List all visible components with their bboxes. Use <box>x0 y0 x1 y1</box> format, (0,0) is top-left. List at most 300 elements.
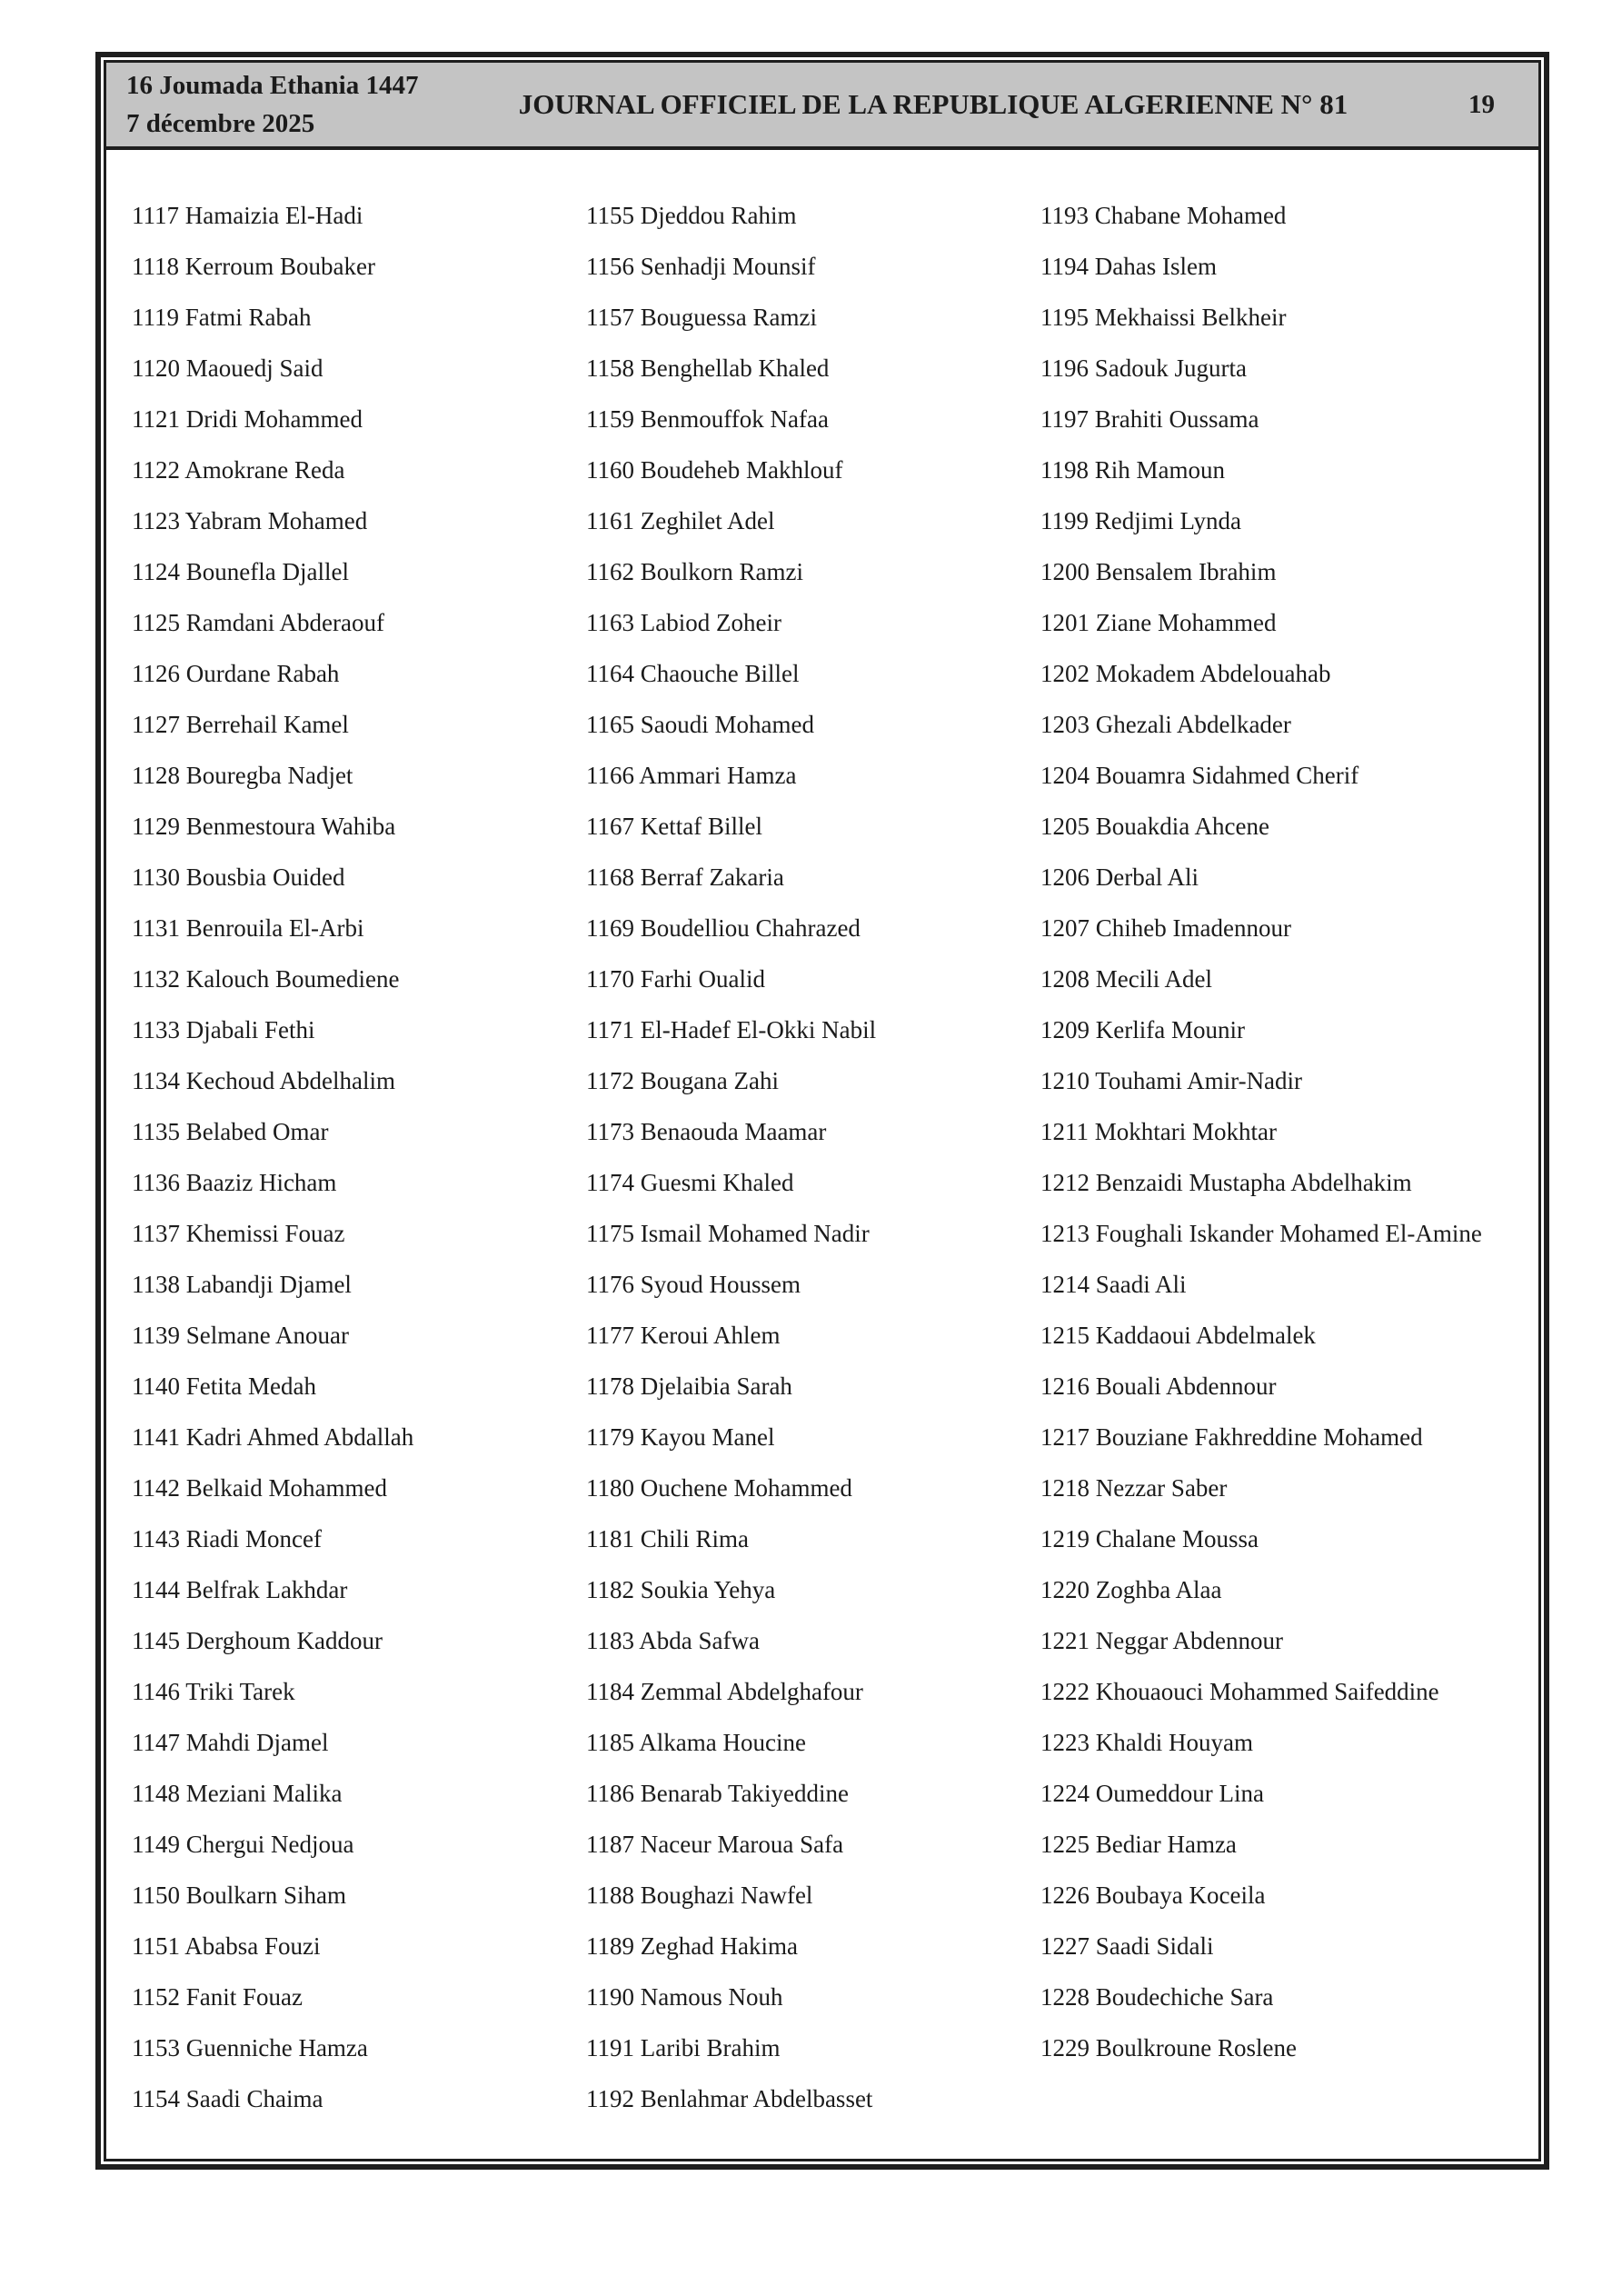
entry-name: Bougana Zahi <box>640 1067 779 1094</box>
entry-name: Ghezali Abdelkader <box>1095 711 1291 738</box>
list-entry <box>1040 354 1506 382</box>
list-entry <box>1040 1423 1506 1451</box>
entry-name: Baaziz Hicham <box>185 1169 337 1196</box>
entry-number: 1144 <box>132 1576 180 1603</box>
list-entry <box>132 1882 586 1909</box>
entry-name: Dahas Islem <box>1094 253 1217 280</box>
entry-name: Alkama Houcine <box>639 1729 806 1756</box>
list-entry <box>1040 456 1506 484</box>
entry-number: 1157 <box>586 304 634 331</box>
entry-name: Keroui Ahlem <box>640 1322 781 1349</box>
entry-number: 1133 <box>132 1016 180 1043</box>
entry-name: Benarab Takiyeddine <box>640 1780 850 1807</box>
entry-number: 1222 <box>1040 1678 1090 1705</box>
page-header <box>106 63 1538 150</box>
entry-number: 1195 <box>1040 304 1089 331</box>
entry-name: Triki Tarek <box>185 1678 295 1705</box>
entry-number: 1199 <box>1040 507 1089 534</box>
entry-number: 1210 <box>1040 1067 1090 1094</box>
entry-name: Bounefla Djallel <box>185 558 349 585</box>
entry-name: Mekhaissi Belkheir <box>1094 304 1287 331</box>
entry-number: 1158 <box>586 354 634 382</box>
entry-number: 1125 <box>132 609 180 636</box>
list-entry <box>586 1627 1040 1654</box>
list-entry <box>1040 1373 1506 1400</box>
entry-number: 1188 <box>586 1882 634 1909</box>
list-entry <box>586 558 1040 585</box>
list-entry <box>132 1474 586 1502</box>
entry-name: Derbal Ali <box>1095 863 1199 891</box>
list-entry <box>586 1831 1040 1858</box>
entry-name: Khemissi Fouaz <box>185 1220 345 1247</box>
entry-number: 1224 <box>1040 1780 1090 1807</box>
entry-number: 1226 <box>1040 1882 1090 1909</box>
list-entry <box>132 1729 586 1756</box>
entry-name: Namous Nouh <box>640 1983 783 2011</box>
entry-name: Mokhtari Mokhtar <box>1094 1118 1277 1145</box>
header-dates <box>126 66 435 143</box>
entry-name: Maouedj Said <box>185 354 323 382</box>
list-entry <box>586 762 1040 789</box>
list-entry <box>586 1983 1040 2011</box>
entry-name: Bensalem Ibrahim <box>1095 558 1277 585</box>
entry-name: Mecili Adel <box>1095 965 1212 993</box>
list-entry <box>586 965 1040 993</box>
list-entry <box>132 1067 586 1094</box>
list-entry <box>1040 1118 1506 1145</box>
entry-number: 1128 <box>132 762 180 789</box>
entry-number: 1135 <box>132 1118 180 1145</box>
entry-name: Ramdani Abderaouf <box>185 609 384 636</box>
list-entry <box>1040 507 1506 534</box>
entry-name: Belfrak Lakhdar <box>185 1576 348 1603</box>
entry-name: Fanit Fouaz <box>185 1983 303 2011</box>
entry-number: 1162 <box>586 558 634 585</box>
list-entry <box>1040 1169 1506 1196</box>
entry-number: 1120 <box>132 354 180 382</box>
entry-number: 1155 <box>586 202 634 229</box>
entry-name: Boulkorn Ramzi <box>640 558 803 585</box>
list-entry <box>586 660 1040 687</box>
entry-number: 1136 <box>132 1169 180 1196</box>
entry-name: Ismail Mohamed Nadir <box>640 1220 870 1247</box>
list-entry <box>586 1780 1040 1807</box>
entry-name: Kalouch Boumediene <box>185 965 400 993</box>
list-entry <box>1040 1882 1506 1909</box>
entry-name: Ouchene Mohammed <box>640 1474 852 1502</box>
entry-number: 1119 <box>132 304 179 331</box>
list-entry <box>1040 609 1506 636</box>
list-entry <box>586 354 1040 382</box>
entry-name: Bouregba Nadjet <box>185 762 353 789</box>
entry-number: 1213 <box>1040 1220 1090 1247</box>
entry-name: Kayou Manel <box>640 1423 775 1451</box>
list-entry <box>132 965 586 993</box>
entry-number: 1156 <box>586 253 634 280</box>
journal-title: JOURNAL OFFICIEL DE LA REPUBLIQUE ALGERIENNE N° 81 <box>518 88 1348 120</box>
entry-number: 1215 <box>1040 1322 1090 1349</box>
entry-name: Kechoud Abdelhalim <box>185 1067 395 1094</box>
entry-number: 1214 <box>1040 1271 1090 1298</box>
entry-name: Senhadji Mounsif <box>640 253 816 280</box>
list-entry <box>132 863 586 891</box>
entry-number: 1141 <box>132 1423 180 1451</box>
entry-number: 1127 <box>132 711 180 738</box>
entry-number: 1171 <box>586 1016 634 1043</box>
list-entry <box>586 304 1040 331</box>
entry-number: 1148 <box>132 1780 180 1807</box>
entry-name: Guenniche Hamza <box>185 2034 368 2061</box>
entry-name: Djelaibia Sarah <box>640 1373 792 1400</box>
entry-number: 1165 <box>586 711 634 738</box>
entry-number: 1193 <box>1040 202 1089 229</box>
entry-name: Meziani Malika <box>185 1780 343 1807</box>
list-entry <box>1040 1983 1506 2011</box>
entry-name: Selmane Anouar <box>185 1322 349 1349</box>
entry-number: 1204 <box>1040 762 1090 789</box>
entry-name: Bouziane Fakhreddine Mohamed <box>1095 1423 1423 1451</box>
list-entry <box>586 507 1040 534</box>
entry-name: Chalane Moussa <box>1095 1525 1259 1552</box>
entry-number: 1209 <box>1040 1016 1090 1043</box>
entry-number: 1139 <box>132 1322 180 1349</box>
entry-number: 1178 <box>586 1373 634 1400</box>
entry-name: Zeghad Hakima <box>640 1932 798 1960</box>
list-entry <box>1040 711 1506 738</box>
entry-name: Boudelliou Chahrazed <box>640 914 861 942</box>
entry-name: Labandji Djamel <box>185 1271 352 1298</box>
list-entry <box>1040 813 1506 840</box>
page-frame <box>95 52 1549 2170</box>
entry-number: 1225 <box>1040 1831 1090 1858</box>
entry-number: 1183 <box>586 1627 634 1654</box>
entry-name: Boulkarn Siham <box>185 1882 346 1909</box>
list-entry <box>132 456 586 484</box>
entry-name: Kaddaoui Abdelmalek <box>1095 1322 1316 1349</box>
entry-number: 1153 <box>132 2034 180 2061</box>
entry-name: Naceur Maroua Safa <box>640 1831 844 1858</box>
list-entry <box>586 1474 1040 1502</box>
entry-number: 1180 <box>586 1474 634 1502</box>
list-entry <box>1040 2034 1506 2061</box>
entry-name: Mokadem Abdelouahab <box>1095 660 1331 687</box>
list-entry <box>586 1525 1040 1552</box>
list-entry <box>132 354 586 382</box>
list-entry <box>586 2085 1040 2112</box>
list-entry <box>132 1373 586 1400</box>
entry-name: Kerlifa Mounir <box>1095 1016 1245 1043</box>
list-entry <box>586 2034 1040 2061</box>
list-entry <box>586 1678 1040 1705</box>
list-entry <box>132 1678 586 1705</box>
entry-number: 1132 <box>132 965 180 993</box>
entry-name: Oumeddour Lina <box>1095 1780 1264 1807</box>
list-entry <box>1040 1322 1506 1349</box>
list-entry <box>586 863 1040 891</box>
entry-number: 1182 <box>586 1576 634 1603</box>
entry-number: 1126 <box>132 660 180 687</box>
entry-name: Dridi Mohammed <box>185 405 363 433</box>
entry-name: Syoud Houssem <box>640 1271 801 1298</box>
list-entry <box>586 1169 1040 1196</box>
entry-name: Ourdane Rabah <box>185 660 340 687</box>
entry-number: 1170 <box>586 965 634 993</box>
entry-name: Khaldi Houyam <box>1095 1729 1253 1756</box>
entry-number: 1229 <box>1040 2034 1090 2061</box>
list-entry <box>586 202 1040 229</box>
entry-number: 1140 <box>132 1373 180 1400</box>
list-entry <box>132 1220 586 1247</box>
entry-name: Saadi Chaima <box>185 2085 323 2112</box>
list-entry <box>586 456 1040 484</box>
list-entry <box>132 1576 586 1603</box>
date-gregorian: 7 décembre 2025 <box>126 109 315 138</box>
entry-name: Redjimi Lynda <box>1094 507 1241 534</box>
entry-name: Saadi Ali <box>1095 1271 1187 1298</box>
entry-number: 1189 <box>586 1932 634 1960</box>
entry-name: Djabali Fethi <box>185 1016 315 1043</box>
entry-number: 1168 <box>586 863 634 891</box>
date-hijri: 16 Joumada Ethania 1447 <box>126 71 419 100</box>
page-frame-inner <box>104 60 1541 2161</box>
list-entry <box>1040 914 1506 942</box>
entry-number: 1137 <box>132 1220 180 1247</box>
entry-name: Saadi Sidali <box>1095 1932 1214 1960</box>
entry-name: Benaouda Maamar <box>640 1118 827 1145</box>
entry-number: 1130 <box>132 863 180 891</box>
entry-number: 1218 <box>1040 1474 1090 1502</box>
entry-number: 1228 <box>1040 1983 1090 2011</box>
list-entry <box>586 711 1040 738</box>
entry-number: 1186 <box>586 1780 634 1807</box>
list-entry <box>132 2034 586 2061</box>
list-entry <box>132 1932 586 1960</box>
entry-number: 1131 <box>132 914 180 942</box>
entry-name: Guesmi Khaled <box>640 1169 794 1196</box>
entry-name: Kerroum Boubaker <box>184 253 375 280</box>
list-entry <box>132 1780 586 1807</box>
name-list <box>106 150 1538 2159</box>
list-entry <box>132 304 586 331</box>
list-entry <box>1040 965 1506 993</box>
list-entry <box>132 762 586 789</box>
list-entry <box>586 1271 1040 1298</box>
entry-name: Zeghilet Adel <box>640 507 775 534</box>
entry-number: 1149 <box>132 1831 180 1858</box>
entry-name: Berrehail Kamel <box>185 711 349 738</box>
entry-number: 1181 <box>586 1525 634 1552</box>
entry-number: 1192 <box>586 2085 634 2112</box>
entry-name: Boudeheb Makhlouf <box>640 456 843 484</box>
entry-number: 1202 <box>1040 660 1090 687</box>
list-entry <box>132 1271 586 1298</box>
entry-name: Zemmal Abdelghafour <box>640 1678 863 1705</box>
entry-number: 1208 <box>1040 965 1090 993</box>
list-entry <box>1040 1271 1506 1298</box>
entry-name: Djeddou Rahim <box>640 202 797 229</box>
list-entry <box>1040 1831 1506 1858</box>
entry-number: 1207 <box>1040 914 1090 942</box>
entry-number: 1205 <box>1040 813 1090 840</box>
entry-name: Brahiti Oussama <box>1094 405 1259 433</box>
entry-name: Soukia Yehya <box>640 1576 776 1603</box>
entry-name: Mahdi Djamel <box>185 1729 329 1756</box>
entry-number: 1176 <box>586 1271 634 1298</box>
list-entry <box>1040 1067 1506 1094</box>
entry-name: Sadouk Jugurta <box>1094 354 1247 382</box>
entry-name: Saoudi Mohamed <box>640 711 814 738</box>
entry-number: 1185 <box>586 1729 634 1756</box>
entry-name: Touhami Amir-Nadir <box>1095 1067 1303 1094</box>
list-entry <box>586 1220 1040 1247</box>
entry-number: 1122 <box>132 456 180 484</box>
entry-number: 1154 <box>132 2085 180 2112</box>
list-entry <box>586 405 1040 433</box>
entry-number: 1134 <box>132 1067 180 1094</box>
entry-number: 1203 <box>1040 711 1090 738</box>
entry-number: 1197 <box>1040 405 1089 433</box>
entry-name: Bouamra Sidahmed Cherif <box>1095 762 1359 789</box>
list-entry <box>586 253 1040 280</box>
name-column-1 <box>132 202 586 2159</box>
entry-number: 1164 <box>586 660 634 687</box>
list-entry <box>132 202 586 229</box>
entry-name: Khouaouci Mohammed Saifeddine <box>1095 1678 1439 1705</box>
entry-name: Yabram Mohamed <box>184 507 368 534</box>
list-entry <box>586 1576 1040 1603</box>
entry-number: 1147 <box>132 1729 180 1756</box>
entry-name: Farhi Oualid <box>640 965 765 993</box>
list-entry <box>1040 1525 1506 1552</box>
entry-name: Boughazi Nawfel <box>640 1882 813 1909</box>
entry-number: 1177 <box>586 1322 634 1349</box>
entry-number: 1191 <box>586 2034 634 2061</box>
entry-name: Labiod Zoheir <box>640 609 781 636</box>
list-entry <box>1040 1932 1506 1960</box>
entry-number: 1211 <box>1040 1118 1089 1145</box>
entry-number: 1198 <box>1040 456 1089 484</box>
entry-number: 1117 <box>132 202 179 229</box>
entry-number: 1160 <box>586 456 634 484</box>
list-entry <box>1040 863 1506 891</box>
list-entry <box>1040 1474 1506 1502</box>
entry-number: 1187 <box>586 1831 634 1858</box>
list-entry <box>586 1067 1040 1094</box>
list-entry <box>1040 1627 1506 1654</box>
entry-number: 1124 <box>132 558 180 585</box>
list-entry <box>132 2085 586 2112</box>
list-entry <box>1040 558 1506 585</box>
entry-number: 1143 <box>132 1525 180 1552</box>
entry-name: Belkaid Mohammed <box>185 1474 387 1502</box>
list-entry <box>132 1525 586 1552</box>
entry-number: 1118 <box>132 253 179 280</box>
list-entry <box>1040 762 1506 789</box>
list-entry <box>132 1983 586 2011</box>
entry-number: 1217 <box>1040 1423 1090 1451</box>
entry-name: Ammari Hamza <box>639 762 797 789</box>
entry-name: Kadri Ahmed Abdallah <box>185 1423 414 1451</box>
list-entry <box>1040 1678 1506 1705</box>
entry-name: Kettaf Billel <box>640 813 762 840</box>
entry-number: 1161 <box>586 507 634 534</box>
entry-number: 1152 <box>132 1983 180 2011</box>
list-entry <box>132 1118 586 1145</box>
list-entry <box>132 1423 586 1451</box>
list-entry <box>132 1169 586 1196</box>
entry-number: 1194 <box>1040 253 1089 280</box>
entry-name: Berraf Zakaria <box>640 863 784 891</box>
entry-number: 1223 <box>1040 1729 1090 1756</box>
entry-number: 1145 <box>132 1627 180 1654</box>
entry-number: 1121 <box>132 405 180 433</box>
entry-name: Benzaidi Mustapha Abdelhakim <box>1095 1169 1412 1196</box>
list-entry <box>1040 1576 1506 1603</box>
list-entry <box>132 1322 586 1349</box>
entry-name: Bediar Hamza <box>1095 1831 1237 1858</box>
entry-number: 1151 <box>132 1932 180 1960</box>
list-entry <box>132 660 586 687</box>
entry-name: Neggar Abdennour <box>1095 1627 1283 1654</box>
entry-name: Boudechiche Sara <box>1095 1983 1274 2011</box>
entry-number: 1190 <box>586 1983 634 2011</box>
entry-number: 1169 <box>586 914 634 942</box>
entry-number: 1166 <box>586 762 634 789</box>
list-entry <box>1040 405 1506 433</box>
entry-number: 1196 <box>1040 354 1089 382</box>
entry-number: 1150 <box>132 1882 180 1909</box>
entry-number: 1201 <box>1040 609 1090 636</box>
list-entry <box>586 914 1040 942</box>
entry-name: Benlahmar Abdelbasset <box>640 2085 873 2112</box>
list-entry <box>586 813 1040 840</box>
entry-number: 1174 <box>586 1169 634 1196</box>
entry-number: 1129 <box>132 813 180 840</box>
list-entry <box>586 1423 1040 1451</box>
entry-number: 1175 <box>586 1220 634 1247</box>
list-entry <box>132 813 586 840</box>
list-entry <box>132 1831 586 1858</box>
entry-number: 1212 <box>1040 1169 1090 1196</box>
entry-name: Rih Mamoun <box>1094 456 1226 484</box>
entry-name: Chili Rima <box>640 1525 750 1552</box>
entry-name: Boulkroune Roslene <box>1095 2034 1297 2061</box>
list-entry <box>586 1016 1040 1043</box>
list-entry <box>132 609 586 636</box>
entry-name: Belabed Omar <box>185 1118 329 1145</box>
entry-number: 1159 <box>586 405 634 433</box>
entry-number: 1172 <box>586 1067 634 1094</box>
entry-number: 1219 <box>1040 1525 1090 1552</box>
entry-name: Chergui Nedjoua <box>185 1831 354 1858</box>
page-number: 19 <box>1468 89 1495 119</box>
entry-number: 1123 <box>132 507 180 534</box>
entry-name: Nezzar Saber <box>1095 1474 1228 1502</box>
list-entry <box>132 558 586 585</box>
entry-name: Ababsa Fouzi <box>184 1932 321 1960</box>
entry-name: Fetita Medah <box>185 1373 316 1400</box>
list-entry <box>586 609 1040 636</box>
entry-name: Benghellab Khaled <box>640 354 830 382</box>
entry-number: 1216 <box>1040 1373 1090 1400</box>
list-entry <box>132 507 586 534</box>
entry-name: Benmouffok Nafaa <box>640 405 829 433</box>
list-entry <box>1040 1220 1506 1247</box>
entry-number: 1146 <box>132 1678 180 1705</box>
entry-number: 1167 <box>586 813 634 840</box>
entry-name: Chabane Mohamed <box>1094 202 1287 229</box>
entry-number: 1184 <box>586 1678 634 1705</box>
